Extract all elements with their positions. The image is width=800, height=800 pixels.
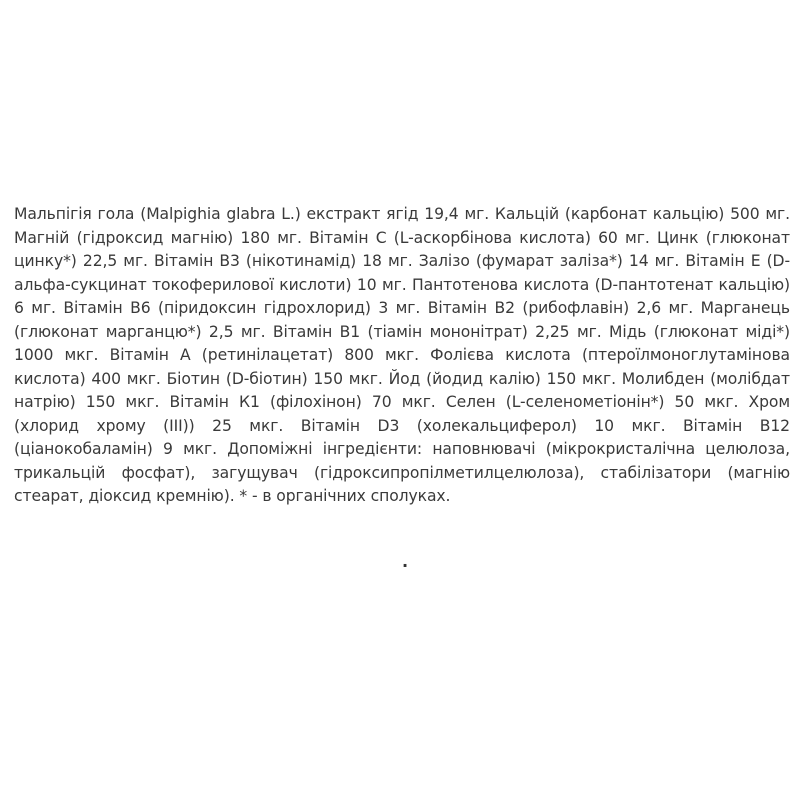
ingredients-block [14, 203, 790, 509]
ingredients-paragraph: Мальпігія гола (Malpighia glabra L.) екстракт ягід 19,4 мг. Кальцій (карбонат кальцію) 500 мг. Магній (гідроксид магнію) 180 мг. Вітамін С (L-аскорбінова кислота) 60 мг. Цинк (глюконат цинку*) 22,5 мг. Вітамін В3 (нікотинамід) 18 мг. Залізо (фумарат заліза*) 14 мг. Вітамін Е (D-альфа-сукцинат токоферилової кислоти) 10 мг. Пантотенова кислота (D-пантотенат кальцію) 6 мг. Вітамін В6 (піридоксин гідрохлорид) 3 мг. Вітамін В2 (рибофлавін) 2,6 мг. Марганець (глюконат марганцю*) 2,5 мг. Вітамін В1 (тіамін мононітрат) 2,25 мг. Мідь (глюконат міді*) 1000 мкг. Вітамін А (ретинілацетат) 800 мкг. Фолієва кислота (птероїлмоноглутамінова кислота) 400 мкг. Біотин (D-біотин) 150 мкг. Йод (йодид калію) 150 мкг. Молибден (молібдат натрію) 150 мкг. Вітамін К1 (філохінон) 70 мкг. Селен (L-селенометіонін*) 50 мкг. Хром (хлорид хрому (III)) 25 мкг. Вітамін D3 (холекальциферол) 10 мкг. Вітамін В12 (ціанокобаламін) 9 мкг. Допоміжні інгредієнти: наповнювачі (мікрокристалічна целюлоза, трикальцій фосфат), загущувач (гідроксипропілметилцелюлоза), стабілізатори (магнію стеарат, діоксид кремнію). * - в органічних сполуках. [14, 205, 790, 505]
trailing-dot: . [402, 552, 409, 571]
